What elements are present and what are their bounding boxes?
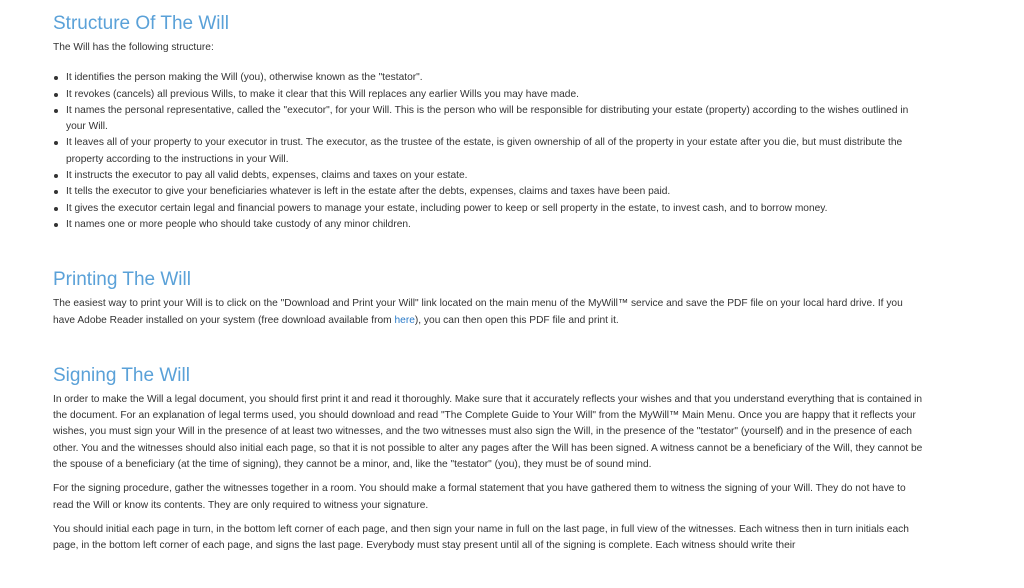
printing-paragraph xyxy=(53,296,923,329)
structure-bullet-list xyxy=(53,70,923,233)
printing-text-end: ), you can then open this PDF file and print it. xyxy=(414,314,619,326)
list-item: It gives the executor certain legal and financial powers to manage your estate, including power to keep or sell property in the estate, to invest cash, and to borrow money. xyxy=(66,201,923,217)
list-item: It tells the executor to give your beneficiaries whatever is left in the estate after the debts, expenses, claims and taxes have been paid. xyxy=(66,184,923,200)
list-item: It names one or more people who should take custody of any minor children. xyxy=(66,217,923,233)
section-title-printing: Printing The Will xyxy=(53,269,191,291)
section-title-structure: Structure Of The Will xyxy=(53,13,229,34)
adobe-download-link[interactable]: here xyxy=(394,314,415,326)
signing-paragraph: You should initial each page in turn, in the bottom left corner of each page, and then sign your name in full on the last page, in full view of the witnesses. Each witness then in turn initials each page, in the bottom left corner of each page, and signs the last page. Everybody must stay present until all of the signing is complete. Each witness should write their xyxy=(53,523,909,552)
list-item: It identifies the person making the Will (you), otherwise known as the "testator". xyxy=(66,70,923,86)
signing-paragraph: In order to make the Will a legal document, you should first print it and read it thoroughly. Make sure that it accurately reflects your wishes and that you understand everything that is contained in the document. For an explanation of legal terms used, you should download and read "The Complete Guide to Your Will" from the MyWill™ Main Menu. Once you are happy that it reflects your wishes, you must sign your Will in the presence of at least two witnesses, and the two witnesses must also sign the Will, in the presence of the "testator" (yourself) and in the presence of each other. You and the witnesses should also initial each page, so that it is not possible to alter any pages after the Will has been signed. A witness cannot be a beneficiary of the Will, they cannot be the spouse of a beneficiary (at the time of signing), they cannot be a minor, and, like the "testator" (you), they must be of sound mind. xyxy=(53,393,923,471)
printing-text-start: The easiest way to print your Will is to click on the "Download and Print your Will" link located on the main menu of the MyWill™ service and save the PDF file on your local hard drive. If you have Adobe Reader installed on your system (free download available from xyxy=(53,298,903,326)
section-title-signing: Signing The Will xyxy=(53,364,190,386)
list-item: It leaves all of your property to your executor in trust. The executor, as the trustee of the estate, is given ownership of all of the property in your estate after you die, but must distribute the property according to the instructions in your Will. xyxy=(66,135,923,168)
structure-intro: The Will has the following structure: xyxy=(53,42,214,53)
signing-paragraph: For the signing procedure, gather the witnesses together in a room. You should make a formal statement that you have gathered them to witness the signing of your Will. They do not have to read the Will or know its contents. They are only required to witness your signature. xyxy=(53,483,906,511)
list-item: It revokes (cancels) all previous Wills, to make it clear that this Will replaces any earlier Wills you may have made. xyxy=(66,87,923,103)
list-item: It instructs the executor to pay all valid debts, expenses, claims and taxes on your estate. xyxy=(66,168,923,184)
list-item: It names the personal representative, called the "executor", for your Will. This is the person who will be responsible for distributing your estate (property) according to the wishes outlined in your Will. xyxy=(66,103,923,136)
